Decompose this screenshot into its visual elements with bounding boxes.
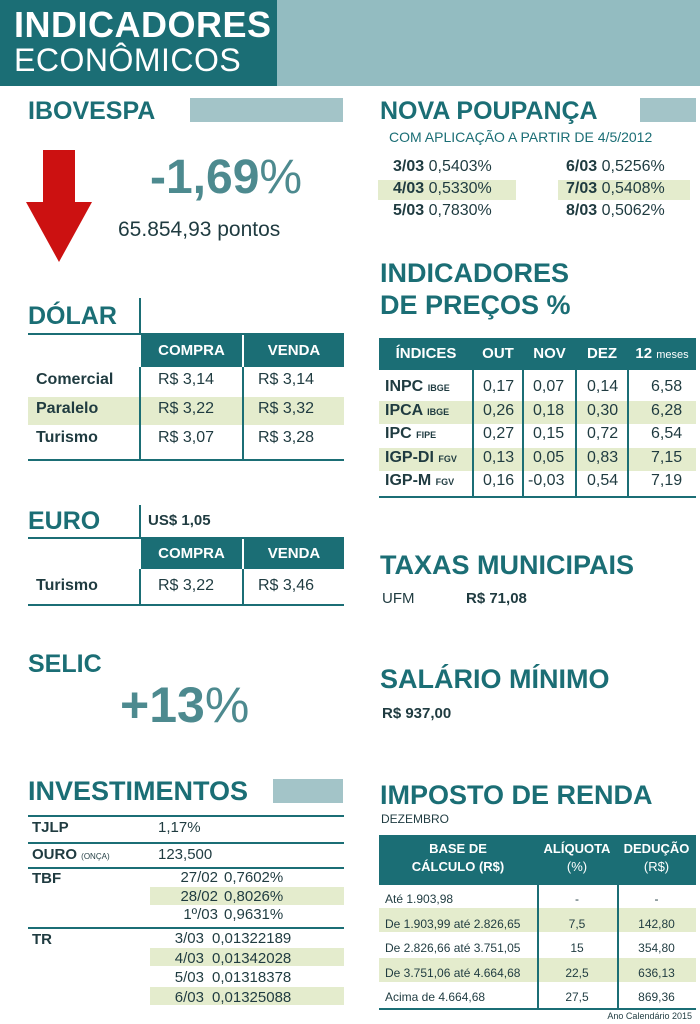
value: 0,9631%: [224, 906, 284, 923]
nov-value: -0,03: [528, 472, 565, 489]
value: 0,01325088: [212, 988, 292, 1006]
out-value: 0,27: [483, 425, 515, 442]
ibovespa-title-bar: [190, 98, 343, 122]
name: IGP-DI: [385, 448, 434, 466]
value: 0,7602%: [224, 869, 284, 886]
head-line: CÁLCULO (R$): [411, 859, 505, 874]
value: 0,01322189: [212, 930, 292, 947]
ir-footnote: Ano Calendário 2015: [607, 1011, 692, 1021]
selic-pct-sign: %: [204, 677, 250, 733]
source: IBGE: [427, 383, 450, 393]
precos-head-12meses: [628, 338, 696, 370]
12m-value: 7,15: [651, 448, 683, 466]
poupanca-subtitle: COM APLICAÇÃO A PARTIR DE 4/5/2012: [389, 129, 653, 145]
list-item: [393, 158, 523, 180]
tjlp-label: TJLP: [32, 819, 69, 836]
date: 7/03: [566, 180, 598, 197]
table-row: [379, 449, 696, 473]
list-item: [150, 969, 344, 989]
aliquota-value: 7,5: [568, 916, 586, 931]
aliquota-value: 22,5: [565, 965, 589, 980]
buy-value: R$ 3,07: [158, 429, 215, 446]
euro-usd-rate: US$ 1,05: [148, 512, 211, 529]
date: 27/02: [180, 869, 218, 886]
head-line: (%): [566, 859, 588, 874]
row-label: Turismo: [36, 429, 98, 446]
date: 3/03: [393, 158, 425, 175]
name: IGP-M: [385, 472, 432, 489]
rate: 0,5062%: [601, 202, 665, 219]
buy-value: R$ 3,22: [158, 577, 215, 594]
poupanca-title-bar: [640, 98, 696, 122]
tr-label: TR: [32, 931, 52, 948]
taxas-value: R$ 71,08: [466, 590, 527, 607]
12m-value: 6,58: [651, 378, 683, 395]
sell-value: R$ 3,32: [258, 400, 315, 417]
list-item: [150, 888, 344, 907]
ouro-value: 123,500: [158, 846, 213, 863]
table-row: [36, 429, 336, 458]
ir-subtitle: DEZEMBRO: [381, 812, 450, 826]
ir-head-deducao: [617, 840, 696, 876]
dez-value: 0,14: [587, 378, 619, 395]
list-item: [566, 158, 696, 180]
out-value: 0,16: [483, 472, 515, 489]
header-title-line1: INDICADORES: [14, 4, 272, 45]
source: IBGE: [427, 406, 450, 417]
rate: 0,5330%: [428, 180, 492, 197]
out-value: 0,17: [483, 378, 515, 395]
dez-value: 0,83: [587, 448, 619, 466]
head-line: (R$): [643, 859, 670, 874]
dolar-table: [36, 371, 336, 458]
12m-value: 7,19: [651, 472, 683, 489]
euro-title: EURO: [28, 507, 101, 535]
table-row: [379, 472, 696, 496]
source: FGV: [438, 453, 457, 464]
ir-head-aliquota: [537, 840, 617, 876]
table-row: [36, 577, 336, 601]
value: 0,01318378: [212, 969, 292, 986]
dolar-title: DÓLAR: [28, 302, 117, 330]
deducao-value: 636,13: [638, 965, 675, 980]
date: 28/02: [180, 887, 218, 905]
date: 3/03: [174, 930, 204, 947]
source: FGV: [435, 477, 455, 487]
rate: 0,7830%: [428, 202, 492, 219]
selic-title: SELIC: [28, 650, 102, 678]
source: FIPE: [416, 430, 437, 440]
rate: 0,5408%: [601, 180, 665, 197]
table-row: [379, 425, 696, 449]
base-value: De 3.751,06 até 4.664,68: [385, 965, 521, 980]
head-12: 12: [635, 345, 653, 362]
down-arrow-icon: [26, 150, 92, 262]
date: 8/03: [566, 202, 598, 219]
ouro-name: OURO: [32, 846, 77, 863]
poupanca-list-left: [393, 158, 523, 224]
inv-rule-2: [28, 842, 344, 844]
ouro-unit: (ONÇA): [81, 852, 110, 861]
list-item: [150, 930, 344, 950]
tbf-list: [150, 869, 344, 925]
deducao-value: 142,80: [638, 916, 675, 931]
head-meses: meses: [656, 349, 689, 361]
taxas-label: UFM: [382, 590, 415, 607]
ir-title: IMPOSTO DE RENDA: [380, 780, 653, 810]
ibovespa-change-value: -1,69: [150, 151, 260, 204]
header-band: [277, 0, 700, 86]
table-row: [36, 400, 336, 429]
ibovespa-change: [150, 150, 302, 205]
list-item: [566, 180, 696, 202]
poupanca-list-right: [566, 158, 696, 224]
selic-rate: [120, 676, 249, 734]
table-row: [379, 378, 696, 402]
sell-value: R$ 3,28: [258, 429, 315, 446]
euro-head-compra: COMPRA: [141, 539, 242, 569]
out-value: 0,13: [483, 448, 515, 466]
inv-rule-4: [28, 927, 344, 929]
tjlp-value: 1,17%: [158, 819, 201, 836]
list-item: [566, 202, 696, 224]
deducao-value: 869,36: [638, 990, 675, 1004]
inv-rule-1: [28, 815, 344, 817]
list-item: [393, 202, 523, 224]
aliquota-value: 27,5: [565, 990, 589, 1004]
name: IPCA: [385, 401, 423, 419]
out-value: 0,26: [483, 401, 515, 419]
base-value: Até 1.903,98: [385, 892, 454, 906]
deducao-value: -: [654, 892, 659, 906]
nov-value: 0,05: [533, 448, 565, 466]
precos-table: [379, 378, 696, 496]
buy-value: R$ 3,14: [158, 371, 215, 388]
list-item: [150, 869, 344, 888]
precos-title-line2: DE PREÇOS %: [380, 290, 571, 320]
precos-title-line1: INDICADORES: [380, 258, 570, 288]
tr-list: [150, 930, 344, 1008]
poupanca-title: NOVA POUPANÇA: [380, 97, 598, 125]
ibovespa-points: 65.854,93 pontos: [118, 218, 281, 241]
deducao-value: 354,80: [638, 941, 675, 955]
dolar-head-compra: COMPRA: [141, 335, 242, 367]
salario-value: R$ 937,00: [382, 705, 452, 722]
precos-bottom-rule: [379, 496, 696, 498]
euro-bottom-rule: [28, 604, 344, 606]
list-item: [150, 906, 344, 925]
euro-divider: [139, 505, 141, 539]
rate: 0,5403%: [428, 158, 492, 175]
dolar-bottom-rule: [28, 459, 344, 461]
precos-head-dez: DEZ: [576, 338, 628, 370]
index-name: [385, 402, 449, 420]
buy-value: R$ 3,22: [158, 400, 215, 417]
sell-value: R$ 3,14: [258, 371, 315, 388]
ibovespa-pct-sign: %: [259, 151, 303, 204]
sell-value: R$ 3,46: [258, 577, 315, 594]
head-line: DEDUÇÃO: [623, 841, 690, 856]
index-name: [385, 472, 454, 490]
date: 1º/03: [183, 906, 218, 923]
list-item: [150, 989, 344, 1009]
table-row: [379, 888, 696, 913]
date: 4/03: [393, 180, 425, 197]
name: IPC: [385, 425, 412, 442]
precos-head-nov: NOV: [523, 338, 576, 370]
dolar-divider: [139, 298, 141, 334]
index-name: [385, 378, 450, 396]
head-line: ALÍQUOTA: [543, 841, 611, 856]
ir-head-base: [379, 840, 537, 876]
nov-value: 0,15: [533, 425, 565, 442]
date: 6/03: [174, 988, 204, 1006]
list-item: [393, 180, 523, 202]
date: 5/03: [393, 202, 425, 219]
base-value: Acima de 4.664,68: [385, 990, 486, 1004]
ouro-label: [32, 846, 110, 863]
table-row: [379, 986, 696, 1011]
dez-value: 0,54: [587, 472, 619, 489]
row-label: Turismo: [36, 577, 98, 594]
date: 5/03: [174, 969, 204, 986]
dolar-head-venda: VENDA: [244, 335, 344, 367]
row-label: Comercial: [36, 371, 114, 388]
12m-value: 6,54: [651, 425, 683, 442]
ibovespa-title: IBOVESPA: [28, 97, 156, 125]
list-item: [150, 950, 344, 970]
dez-value: 0,72: [587, 425, 619, 442]
ir-table: [379, 888, 696, 1011]
index-name: [385, 449, 457, 467]
row-label: Paralelo: [36, 400, 99, 417]
table-row: [379, 962, 696, 987]
header-title-line2: ECONÔMICOS: [14, 42, 242, 78]
date: 6/03: [566, 158, 598, 175]
aliquota-value: 15: [570, 941, 584, 955]
base-value: De 1.903,99 até 2.826,65: [385, 916, 521, 931]
table-row: [379, 913, 696, 938]
dez-value: 0,30: [587, 401, 619, 419]
salario-title: SALÁRIO MÍNIMO: [380, 664, 610, 694]
12m-value: 6,28: [651, 401, 683, 419]
date: 4/03: [174, 949, 204, 967]
head-line: BASE DE: [429, 841, 487, 856]
base-value: De 2.826,66 até 3.751,05: [385, 941, 521, 955]
rate: 0,5256%: [601, 158, 665, 175]
selic-value: +13: [120, 677, 205, 733]
aliquota-value: -: [575, 892, 579, 906]
table-row: [379, 402, 696, 426]
nov-value: 0,18: [533, 401, 565, 419]
index-name: [385, 425, 436, 443]
investimentos-title: INVESTIMENTOS: [28, 776, 249, 806]
tbf-label: TBF: [32, 870, 62, 887]
value: 0,8026%: [224, 887, 284, 905]
nov-value: 0,07: [533, 378, 565, 395]
table-row: [36, 371, 336, 400]
table-row: [379, 937, 696, 962]
name: INPC: [385, 378, 424, 395]
precos-head-out: OUT: [473, 338, 523, 370]
value: 0,01342028: [212, 949, 292, 967]
euro-head-venda: VENDA: [244, 539, 344, 569]
precos-head-indices: ÍNDICES: [379, 338, 473, 370]
investimentos-title-bar: [273, 779, 343, 803]
taxas-title: TAXAS MUNICIPAIS: [380, 550, 635, 580]
